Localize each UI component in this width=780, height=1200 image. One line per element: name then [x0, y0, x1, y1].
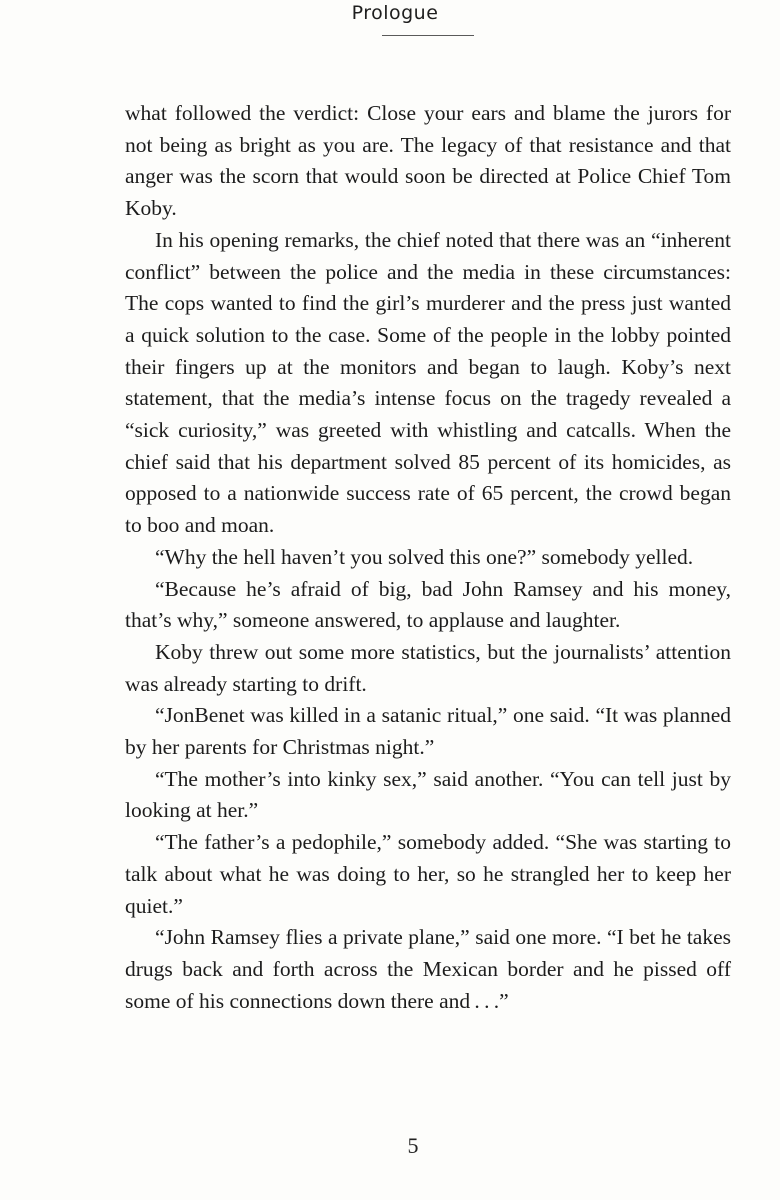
- paragraph: “The mother’s into kinky sex,” said another. “You can tell just by looking at her.”: [125, 766, 731, 823]
- header-rule: [382, 35, 474, 36]
- paragraph: “Because he’s afraid of big, bad John Ramsey and his money, that’s why,” someone answered, to applause and laughter.: [125, 576, 731, 633]
- running-header: [0, 2, 780, 24]
- page-number: 5: [407, 1133, 419, 1158]
- paragraph: “Why the hell haven’t you solved this one?” somebody yelled.: [155, 544, 694, 569]
- paragraph: “John Ramsey flies a private plane,” said one more. “I bet he takes drugs back and forth across the Mexican border and he pissed off some of his connections down there and . . .”: [125, 925, 731, 1013]
- body-text: [125, 98, 731, 1017]
- running-title: Prologue: [351, 2, 439, 24]
- paragraph: Koby threw out some more statistics, but the journalists’ attention was already starting to drift.: [125, 639, 731, 696]
- paragraph: “The father’s a pedophile,” somebody added. “She was starting to talk about what he was doing to her, so he strangled her to keep her quiet.”: [125, 830, 731, 918]
- paragraph: “JonBenet was killed in a satanic ritual,” one said. “It was planned by her parents for Christmas night.”: [125, 703, 731, 760]
- paragraph: what followed the verdict: Close your ears and blame the jurors for not being as bright as you are. The legacy of that resistance and that anger was the scorn that would soon be directed at Police Chief Tom Koby.: [125, 101, 731, 221]
- paragraph: In his opening remarks, the chief noted that there was an “inherent conflict” between the police and the media in these circumstances: The cops wanted to find the girl’s murderer and the press just wanted a quick solution to the case. Some of the people in the lobby pointed their fingers up at the monitors and began to laugh. Koby’s next statement, that the media’s intense focus on the tragedy revealed a “sick curiosity,” was greeted with whistling and catcalls. When the chief said that his department solved 85 percent of its homicides, as opposed to a nationwide success rate of 65 percent, the crowd began to boo and moan.: [125, 227, 731, 538]
